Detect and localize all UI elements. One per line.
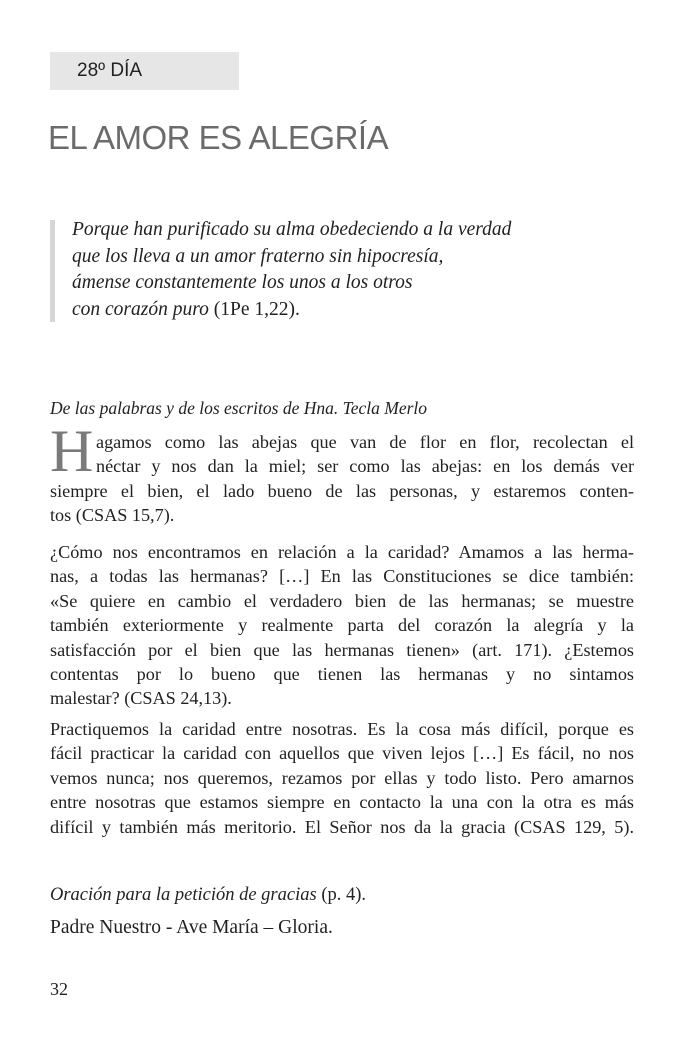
drop-cap: H [50, 418, 94, 484]
day-label: 28º DÍA [77, 60, 143, 81]
paragraph-line: contentas por lo bueno que tienen las hermanas y no sintamos [50, 663, 634, 684]
paragraph-line: difícil y también más meritorio. El Señor nos da la gracia (CSAS 129, 5). [50, 816, 634, 837]
paragraph-1 [50, 430, 634, 528]
paragraph-line: siempre el bien, el lado bueno de las personas, y estaremos conten- [50, 480, 634, 501]
paragraph-line: Practiquemos la caridad entre nosotras. Es la cosa más difícil, porque es [50, 719, 634, 739]
quote-line: Porque han purificado su alma obedeciendo a la verdad [72, 219, 512, 240]
paragraph-line: malestar? (CSAS 24,13). [50, 688, 232, 709]
paragraph-line: ¿Cómo nos encontramos en relación a la caridad? Amamos a las herma- [50, 542, 634, 562]
scripture-quote [72, 217, 612, 323]
quote-bar [50, 220, 55, 322]
quote-reference: (1Pe 1,22). [208, 298, 300, 320]
paragraph-line: fácil practicar la caridad con aquellos que viven lejos […] Es fácil, no nos [50, 743, 634, 764]
quote-line: ámense constantemente los unos a los otros [72, 272, 413, 293]
quote-line: que los lleva a un amor fraterno sin hipocresía, [72, 245, 444, 267]
paragraph-line: también exteriormente y realmente parta del corazón la alegría y la [50, 615, 634, 636]
prayer-instruction [50, 883, 366, 907]
paragraph-line: satisfacción por el bien que las hermanas tienen» (art. 171). ¿Estemos [50, 639, 634, 660]
paragraph-line: nas, a todas las hermanas? […] En las Constituciones se dice también: [50, 566, 634, 587]
paragraph-line: «Se quiere en cambio el verdadero bien de las hermanas; se muestre [50, 590, 634, 611]
paragraph-3 [50, 717, 634, 839]
paragraph-2 [50, 540, 634, 711]
paragraph-line: tos (CSAS 15,7). [50, 505, 175, 526]
paragraph-line: agamos como las abejas que van de flor en flor, recolectan el [96, 432, 634, 452]
prayer-instruction-text: Oración para la petición de gracias [50, 885, 317, 905]
prayer-page-ref: (p. 4). [316, 885, 367, 905]
paragraph-line: vemos nunca; nos queremos, rezamos por ellas y todo listo. Pero amarnos [50, 767, 634, 788]
paragraph-line: entre nosotras que estamos siempre en contacto la una con la otra es más [50, 792, 634, 813]
prayer-list: Padre Nuestro - Ave María – Gloria. [50, 917, 333, 938]
paragraph-line: néctar y nos dan la miel; ser como las abejas: en los demás ver [96, 456, 634, 477]
page-title: EL AMOR ES ALEGRÍA [48, 119, 389, 156]
source-heading: De las palabras y de los escritos de Hna. Tecla Merlo [50, 398, 428, 418]
day-label-box [50, 52, 239, 90]
page-number: 32 [50, 979, 68, 999]
quote-line: con corazón puro [72, 298, 209, 320]
